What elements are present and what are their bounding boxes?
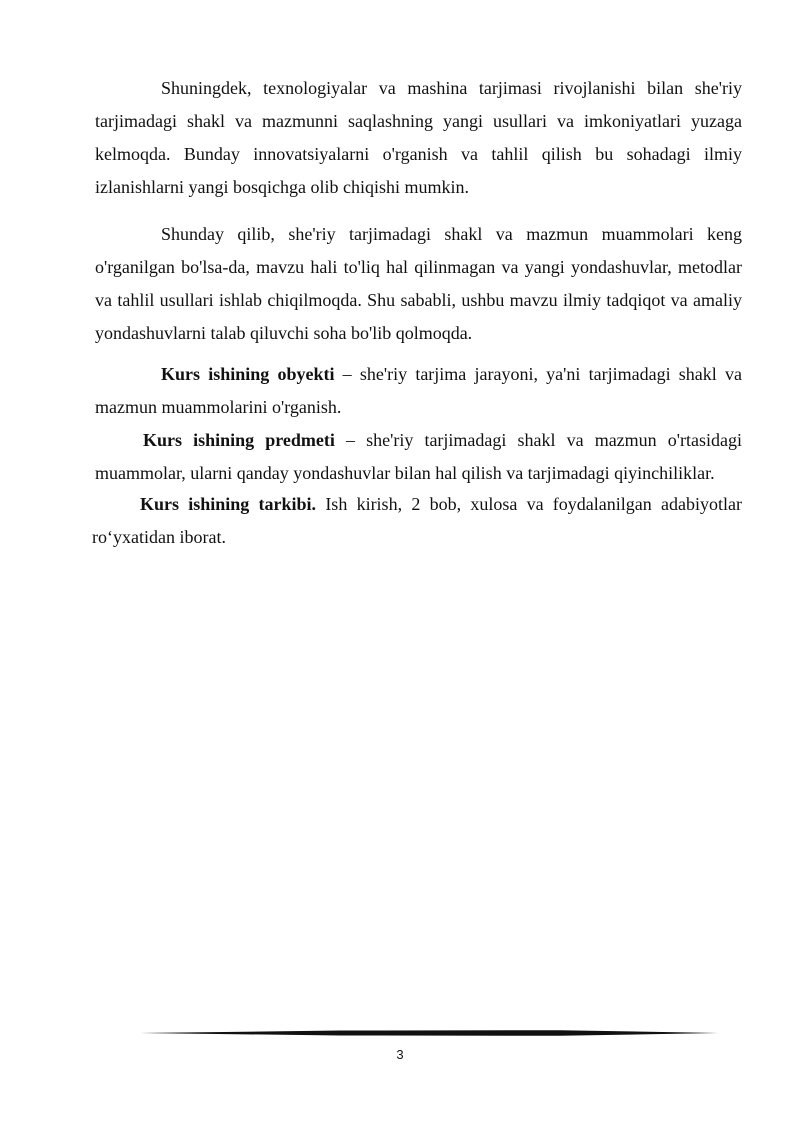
paragraph-technology [95, 72, 742, 204]
course-object-heading: Kurs ishining obyekti [161, 364, 335, 384]
paragraph-text: Shuningdek, texnologiyalar va mashina tarjimasi rivojlanishi bilan she'riy tarjimadagi shakl va mazmunni saqlashning yangi usullari va imkoniyatlari yuzaga kelmoqda. Bunday innovatsiyalarni o'rganish va tahlil qilish bu sohadagi ilmiy izlanishlarni yangi bosqichga olib chiqishi mumkin. [95, 78, 742, 197]
footer-divider [140, 1029, 718, 1037]
course-subject-heading: Kurs ishining predmeti [143, 430, 335, 450]
course-structure-text: Ish kirish, 2 bob, xulosa va foydalanilgan adabiyotlar ro‘yxatidan iborat. [92, 494, 742, 547]
paragraph-course-structure [92, 488, 742, 554]
paragraph-course-subject [95, 424, 742, 490]
course-structure-heading: Kurs ishining tarkibi. [140, 494, 317, 514]
course-object-text: – she'riy tarjima jarayoni, ya'ni tarjimadagi shakl va mazmun muammolarini o'rganish. [95, 364, 742, 417]
course-subject-text: – she'riy tarjimadagi shakl va mazmun o'rtasidagi muammolar, ularni qanday yondashuvlar bilan hal qilish va tarjimadagi qiyinchiliklar. [95, 430, 742, 483]
page-number: 3 [396, 1047, 404, 1062]
paragraph-course-object [95, 358, 742, 424]
paragraph-conclusion [95, 218, 742, 350]
paragraph-text: Shunday qilib, she'riy tarjimadagi shakl va mazmun muammolari keng o'rganilgan bo'lsa-da, mavzu hali to'liq hal qilinmagan va yangi yondashuvlar, metodlar va tahlil usullari ishlab chiqilmoqda. Shu sababli, ushbu mavzu ilmiy tadqiqot va amaliy yondashuvlarni talab qiluvchi soha bo'lib qolmoqda. [95, 224, 742, 343]
